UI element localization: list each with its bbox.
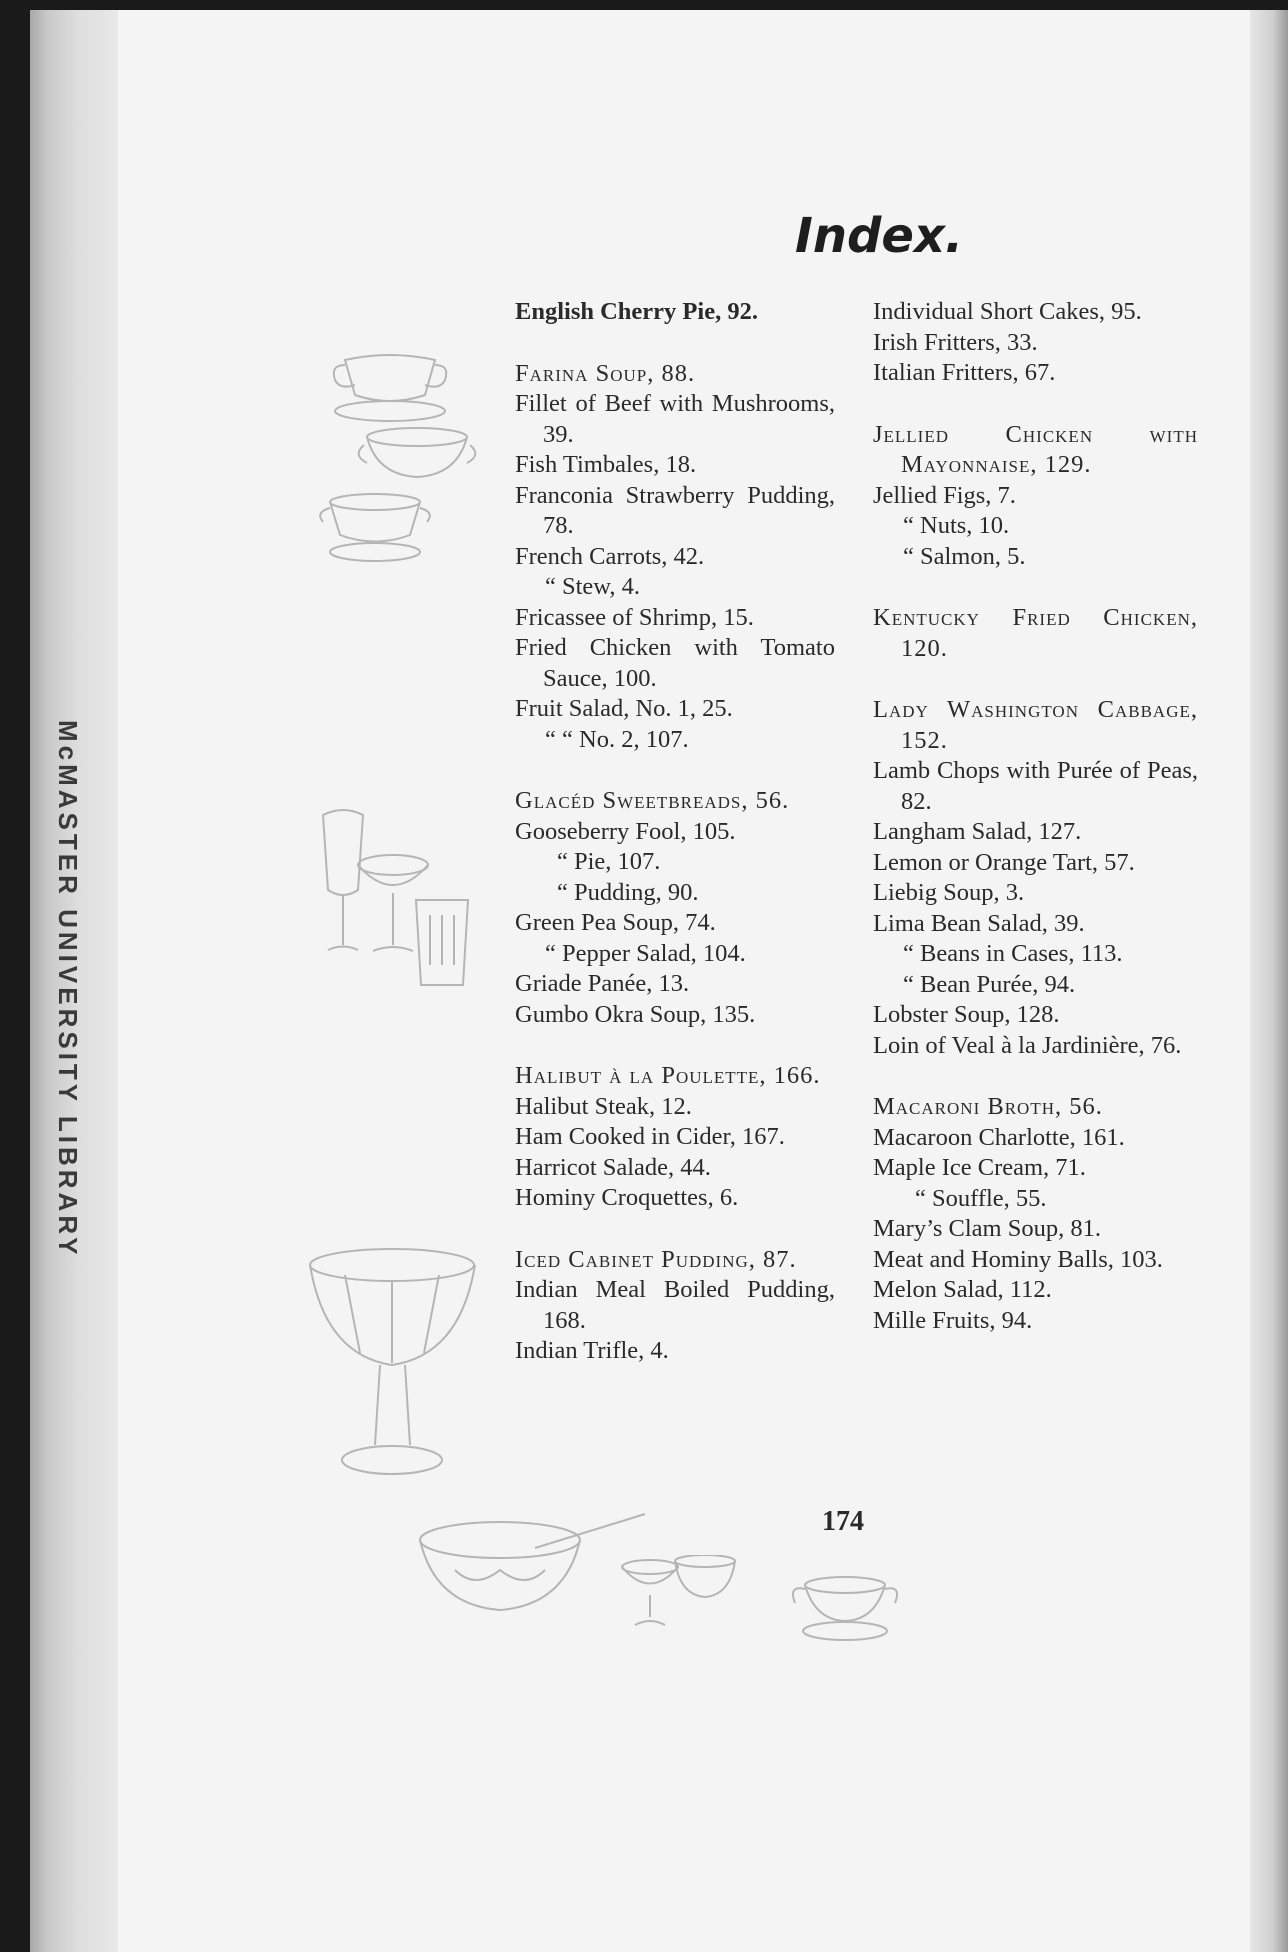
index-entry: Loin of Veal à la Jardinière, 76. (873, 1031, 1182, 1059)
index-entry: Macaroni Broth, 56. (873, 1093, 1103, 1120)
section-gap (515, 1030, 835, 1061)
sugar-bowl-illustration (785, 1575, 905, 1645)
page-edge (1250, 10, 1288, 1952)
index-entry: Fried Chicken with Tomato Sauce, 100. (515, 634, 835, 692)
index-entry: Langham Salad, 127. (873, 818, 1082, 845)
page-title: Index. (795, 208, 964, 264)
index-entry: Ham Cooked in Cider, 167. (515, 1123, 785, 1150)
index-entry: Farina Soup, 88. (515, 359, 696, 387)
section-gap (873, 664, 1198, 695)
index-entry: Harricot Salade, 44. (515, 1153, 711, 1181)
teacup-illustration (330, 345, 450, 425)
index-entry: Fruit Salad, No. 1, 25. (515, 695, 733, 722)
index-entry: Indian Meal Boiled Pudding, 168. (515, 1276, 835, 1334)
index-entry: Jellied Chicken with Mayonnaise, 129. (873, 420, 1198, 478)
section-gap (515, 1214, 835, 1245)
index-entry: Lima Bean Salad, 39. (873, 909, 1085, 937)
index-entry: Meat and Hominy Balls, 103. (873, 1245, 1163, 1273)
index-entry: Gooseberry Fool, 105. (515, 817, 736, 845)
index-entry: “ “ No. 2, 107. (545, 725, 689, 753)
index-entry: Macaroon Charlotte, 161. (873, 1123, 1125, 1151)
section-gap (515, 328, 835, 359)
glassware-illustration (318, 805, 478, 995)
index-entry: Iced Cabinet Pudding, 87. (515, 1245, 797, 1273)
index-column-right (873, 297, 1198, 1336)
index-entry: French Carrots, 42. (515, 542, 705, 570)
section-gap (873, 1061, 1198, 1092)
index-entry: Indian Trifle, 4. (515, 1337, 669, 1364)
index-entry: Halibut Steak, 12. (515, 1092, 692, 1120)
punch-bowl-illustration (415, 1510, 655, 1625)
index-entry: “ Pepper Salad, 104. (545, 939, 746, 967)
index-entry: Green Pea Soup, 74. (515, 909, 716, 936)
index-entry: Griade Panée, 13. (515, 970, 690, 997)
index-entry: Fricassee of Shrimp, 15. (515, 603, 754, 631)
index-entry: “ Beans in Cases, 113. (903, 940, 1123, 967)
index-entry: Kentucky Fried Chicken, 120. (873, 604, 1198, 662)
index-entry: English Cherry Pie, 92. (515, 298, 758, 325)
index-entry: Glacéd Sweetbreads, 56. (515, 787, 790, 814)
section-gap (515, 755, 835, 786)
index-entry: Melon Salad, 112. (873, 1276, 1052, 1303)
index-entry: Individual Short Cakes, 95. (873, 298, 1142, 325)
section-gap (873, 572, 1198, 603)
spine-library-stamp: McMASTER UNIVERSITY LIBRARY (53, 720, 83, 1259)
goblet-illustration (305, 1245, 480, 1480)
index-entry: “ Salmon, 5. (903, 542, 1026, 570)
index-entry: “ Bean Purée, 94. (903, 970, 1076, 998)
index-entry: Mary’s Clam Soup, 81. (873, 1215, 1101, 1242)
index-entry: Hominy Croquettes, 6. (515, 1184, 739, 1211)
index-entry: “ Nuts, 10. (903, 512, 1010, 539)
bowl-illustration (315, 490, 435, 570)
index-entry: Halibut à la Poulette, 166. (515, 1062, 821, 1089)
cup-illustration (352, 425, 482, 485)
page-number: 174 (822, 1506, 864, 1537)
index-entry: Gumbo Okra Soup, 135. (515, 1000, 756, 1028)
index-column-left (515, 297, 835, 1367)
sherbet-cups-illustration (620, 1555, 740, 1635)
index-entry: Lamb Chops with Purée of Peas, 82. (873, 757, 1198, 815)
index-entry: “ Souffle, 55. (915, 1184, 1047, 1212)
index-entry: Fillet of Beef with Mushrooms, 39. (515, 390, 835, 448)
index-entry: Liebig Soup, 3. (873, 879, 1025, 906)
index-entry: Mille Fruits, 94. (873, 1306, 1033, 1334)
index-entry: Irish Fritters, 33. (873, 328, 1038, 356)
index-entry: “ Pudding, 90. (557, 878, 699, 906)
index-entry: Jellied Figs, 7. (873, 481, 1016, 509)
index-entry: “ Stew, 4. (545, 573, 641, 600)
index-entry: “ Pie, 107. (557, 848, 661, 875)
index-entry: Maple Ice Cream, 71. (873, 1154, 1086, 1181)
section-gap (873, 389, 1198, 420)
index-entry: Lady Washington Cabbage, 152. (873, 696, 1198, 754)
index-entry: Fish Timbales, 18. (515, 451, 697, 478)
index-entry: Franconia Strawberry Pudding, 78. (515, 481, 835, 539)
index-entry: Lemon or Orange Tart, 57. (873, 848, 1135, 876)
index-entry: Italian Fritters, 67. (873, 359, 1056, 386)
index-entry: Lobster Soup, 128. (873, 1001, 1060, 1028)
